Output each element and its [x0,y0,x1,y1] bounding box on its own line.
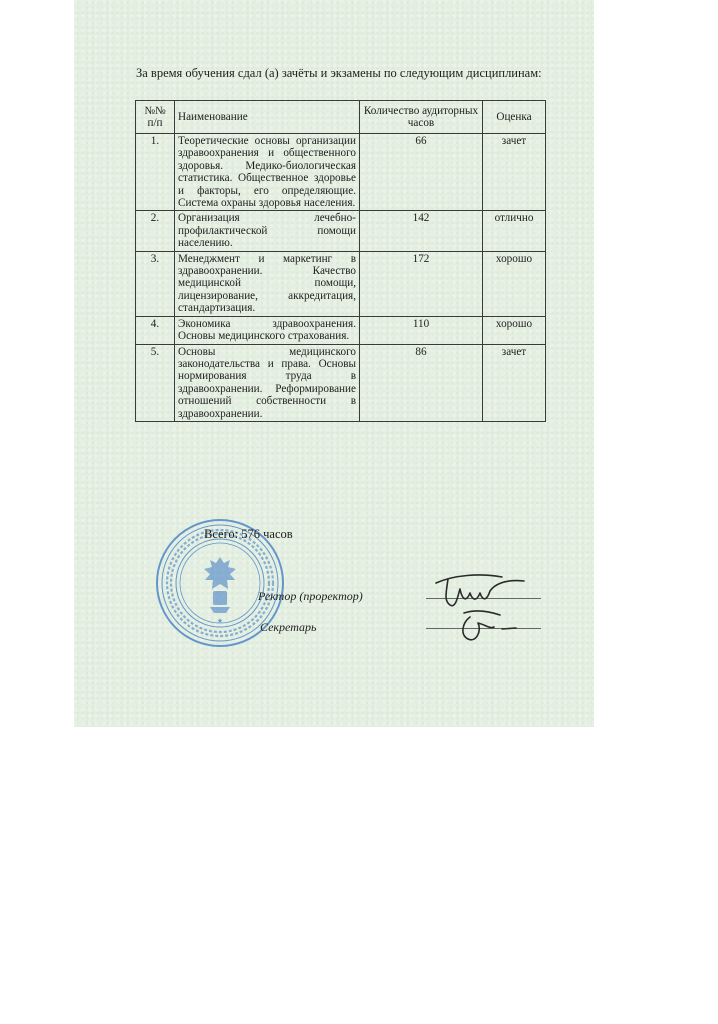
row-grade: хорошо [483,251,546,316]
svg-text:★: ★ [216,617,224,625]
secretary-label: Секретарь [260,620,317,634]
intro-text: За время обучения сдал (а) зачёты и экзамены по следующим дисциплинам: [136,66,542,80]
table-row [136,134,546,211]
header-num: №№ п/п [136,101,175,134]
eagle-emblem-icon [204,557,236,613]
row-name: Менеджмент и маркетинг в здравоохранении. Качество медицинской помощи, лицензирование, аккредитация, стандартизация. [175,251,360,316]
header-grade: Оценка [483,101,546,134]
handwritten-signature [424,565,544,655]
row-hours: 172 [360,251,483,316]
row-name: Экономика здравоохранения. Основы медицинского страхования. [175,316,360,344]
row-grade: хорошо [483,316,546,344]
row-grade: зачет [483,134,546,211]
row-num: 2. [136,211,175,251]
table-row [136,344,546,421]
total-hours: Всего: 576 часов [204,527,293,541]
row-name: Организация лечебно-профилактической помощи населению. [175,211,360,251]
header-hours: Количество аудиторных часов [360,101,483,134]
row-hours: 110 [360,316,483,344]
row-num: 3. [136,251,175,316]
row-grade: отлично [483,211,546,251]
row-hours: 86 [360,344,483,421]
row-name: Основы медицинского законодательства и права. Основы нормирования труда в здравоохранении. Реформирование отношений собственности в здравоохранении. [175,344,360,421]
document-page [74,0,594,727]
row-hours: 142 [360,211,483,251]
row-name: Теоретические основы организации здравоохранения и общественного здоровья. Медико-биологическая статистика. Общественное здоровье и факторы, его определяющие. Система охраны здоровья населения. [175,134,360,211]
table-row [136,251,546,316]
header-name: Наименование [175,101,360,134]
table-row [136,211,546,251]
rector-label: Ректор (проректор) [258,589,363,603]
row-grade: зачет [483,344,546,421]
row-num: 1. [136,134,175,211]
table-header-row [136,101,546,134]
row-num: 5. [136,344,175,421]
row-num: 4. [136,316,175,344]
table-row [136,316,546,344]
row-hours: 66 [360,134,483,211]
grades-table [135,100,546,422]
